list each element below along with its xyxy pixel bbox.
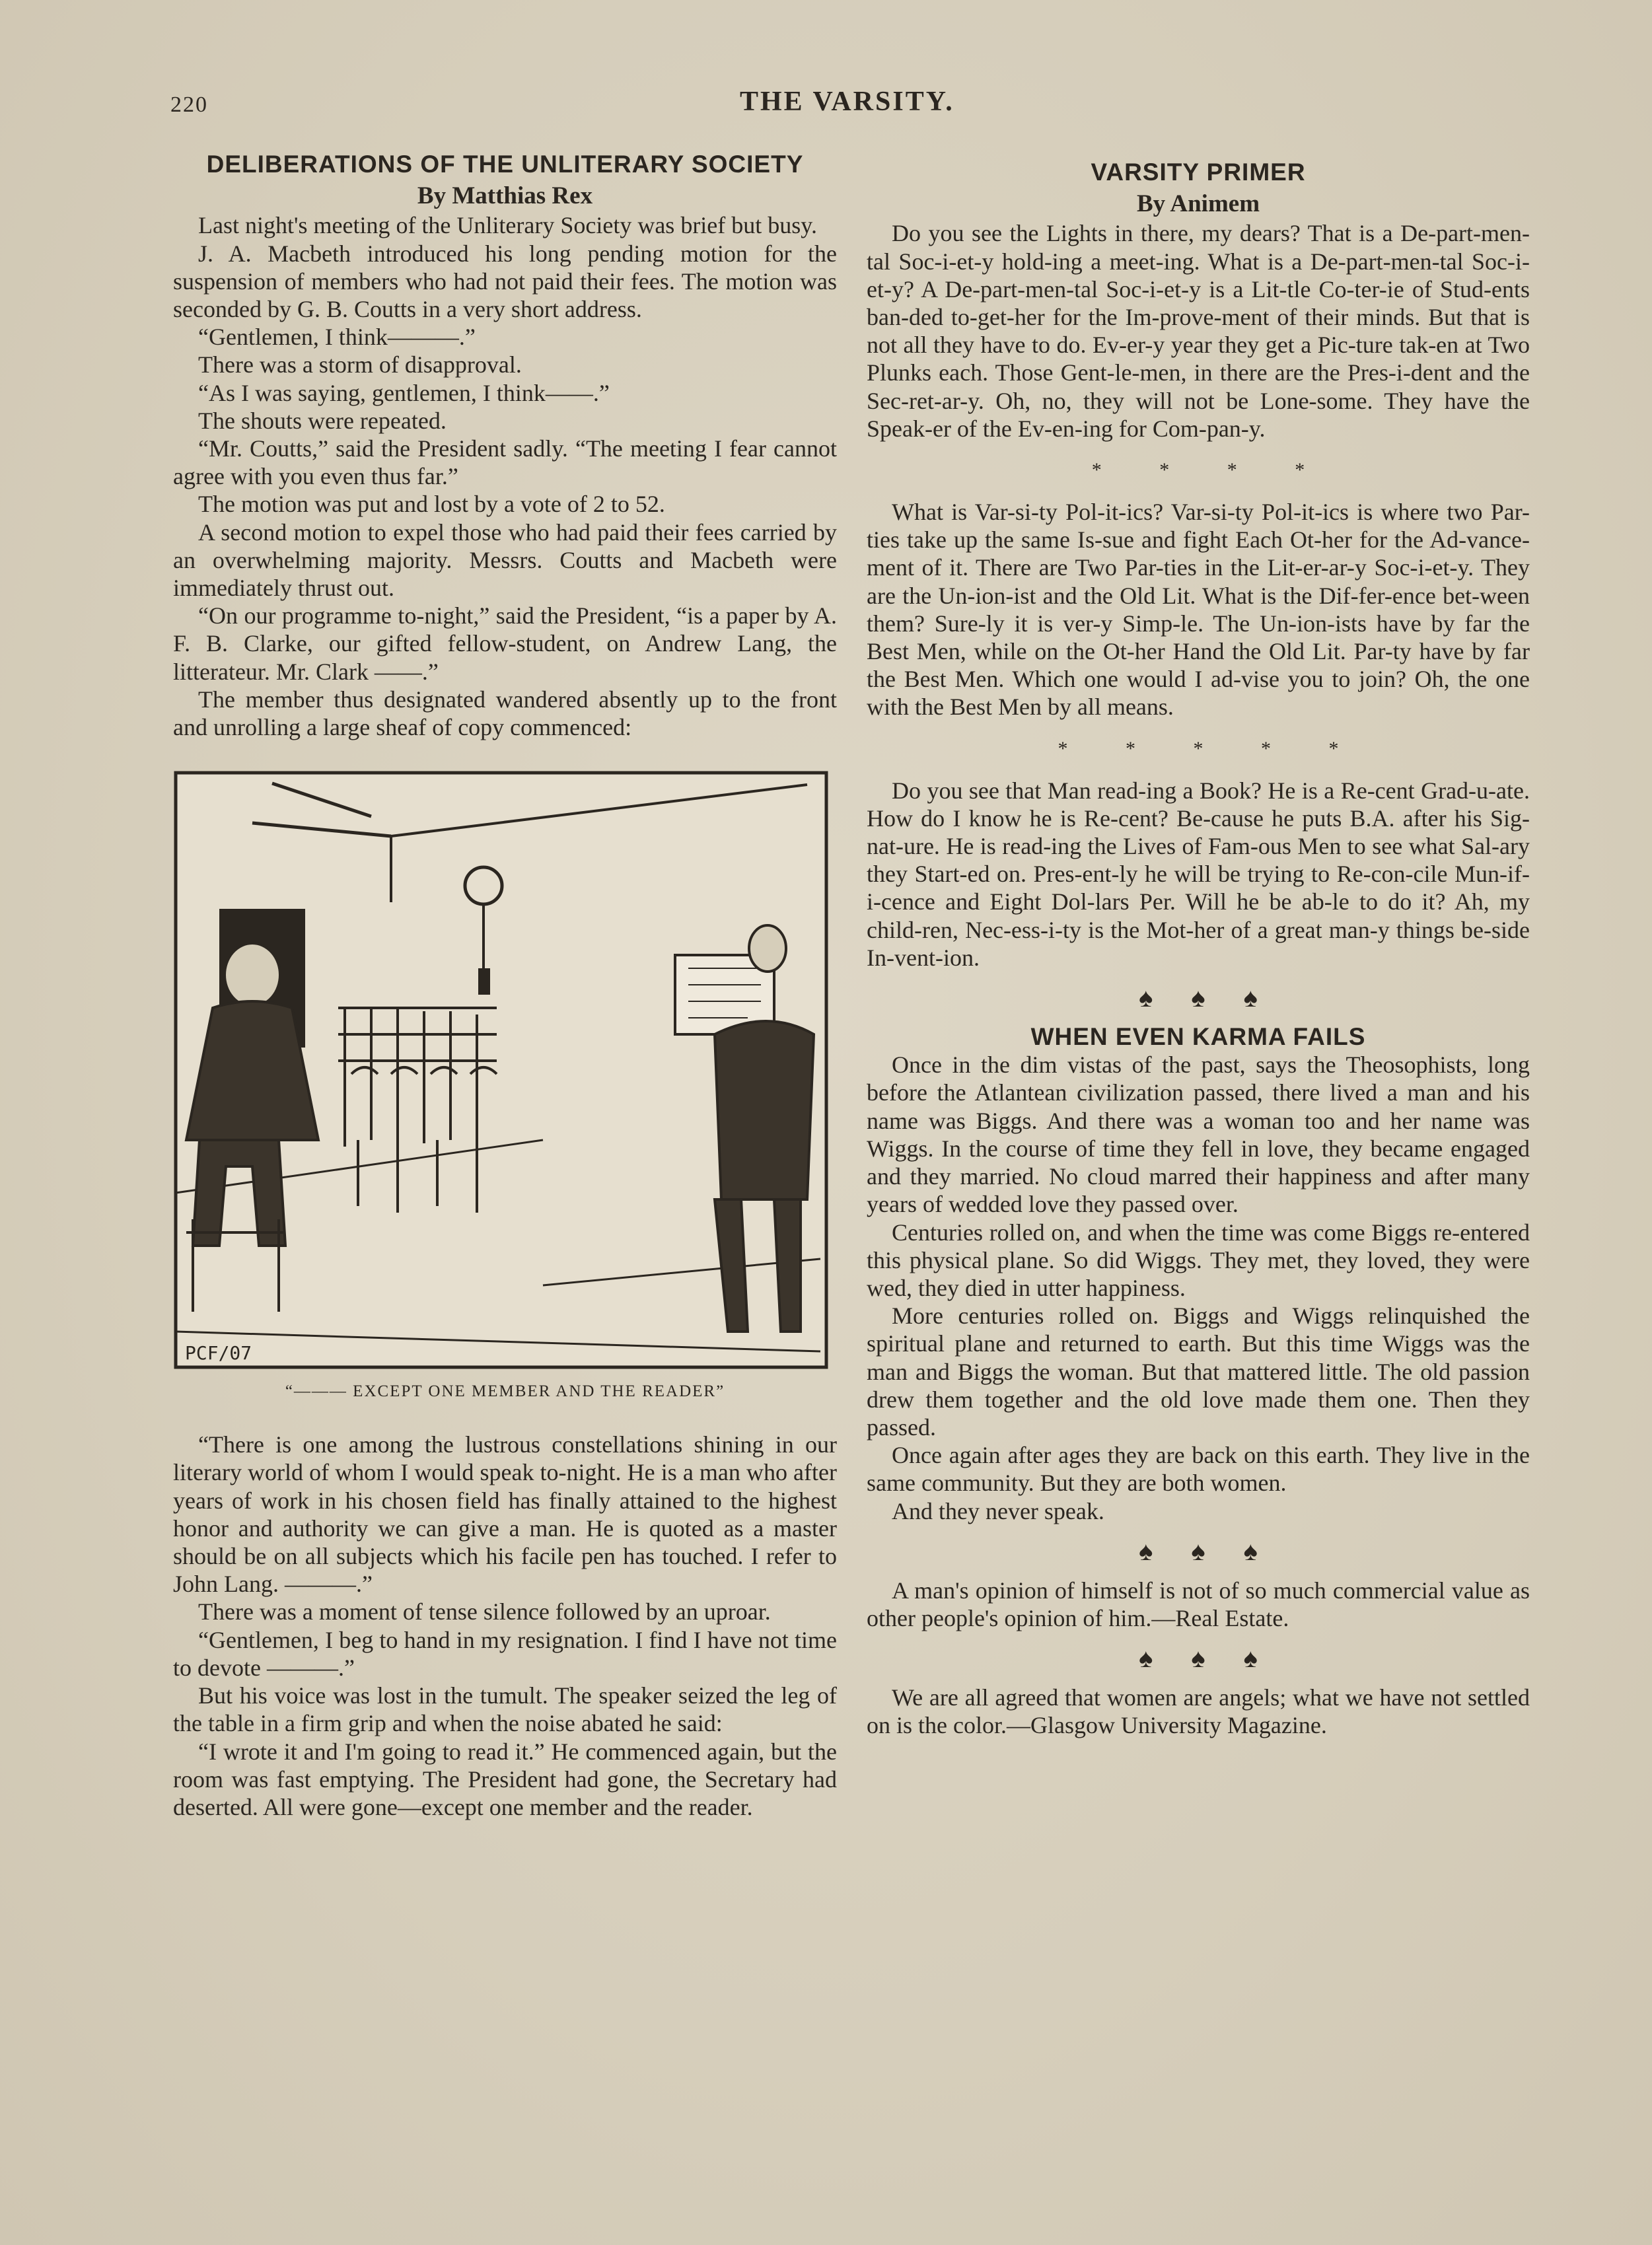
karma-paragraph: Once again after ages they are back on this earth. They live in the same community. But they are both women. bbox=[867, 1442, 1530, 1497]
paragraph: “Mr. Coutts,” said the President sadly. “The meeting I fear cannot agree with you even thus far.” bbox=[173, 435, 837, 490]
paragraph: There was a moment of tense silence followed by an uproar. bbox=[198, 1598, 771, 1625]
article-title: DELIBERATIONS OF THE UNLITERARY SOCIETY bbox=[206, 151, 804, 178]
cartoon-signature: PCF/07 bbox=[185, 1342, 252, 1365]
quote-paragraph: A man's opinion of himself is not of so much commercial value as other people's opinion of him.—Real Estate. bbox=[867, 1577, 1530, 1631]
paragraph: But his voice was lost in the tumult. The speaker seized the leg of the table in a firm grip and when the noise abated he said: bbox=[173, 1682, 837, 1737]
paragraph: A second motion to expel those who had paid their fees carried by an overwhelming majority. Messrs. Coutts and Macbeth were immediately thrust out. bbox=[173, 518, 837, 602]
primer-paragraph: Do you see the Lights in there, my dears? That is a De-part-men-tal Soc-i-et-y hold-ing a meet-ing. What is a De-part-men-tal Soc-i-et-y? A De-part-men-tal Soc-i-et-y is a Lit-tle Co-ter-ie of Stud-ents ban-ded to-get-her for the Im-prove-ment of their minds. But that is not all they have to do. Ev-er-y year they get a Pic-ture tak-en at Two Plunks each. Those Gent-le-men, in there are the Pres-i-dent and the Sec-ret-ar-y. Oh, no, they will not be Lone-some. They have the Speak-er of the Ev-en-ing for Com-pan-y. bbox=[867, 220, 1530, 442]
spade-divider: ♠ ♠ ♠ bbox=[1139, 1643, 1274, 1674]
paragraph: “Gentlemen, I think———.” bbox=[198, 324, 476, 351]
karma-paragraph: And they never speak. bbox=[892, 1497, 1104, 1524]
karma-paragraph: More centuries rolled on. Biggs and Wiggs relinquished the spiritual plane and returned to earth. But this time Wiggs was the man and Biggs the woman. But that mattered little. The old passion drew them together and the old love made them one. Then they passed. bbox=[867, 1302, 1530, 1441]
quote-paragraph: We are all agreed that women are angels; what we have not settled on is the color.—Glasgow University Magazine. bbox=[867, 1684, 1530, 1739]
paragraph: The motion was put and lost by a vote of 2 to 52. bbox=[198, 491, 665, 518]
running-head: THE VARSITY. bbox=[740, 87, 954, 117]
primer-paragraph: Do you see that Man read-ing a Book? He is a Re-cent Grad-u-ate. How do I know he is Re-cent? Be-cause he puts B.A. after his Sig-nat-ure. He is read-ing the Lives of Fam-ous Men to see what Sal-ary they Start-ed on. Pres-ent-ly he will be trying to Re-con-cile Mun-if-i-cence and Eight Dol-lars Per. Will he be ab-le to do it? Ah, my child-ren, Nec-ess-i-ty is the Mot-her of a great man-y things be-side In-vent-ion. bbox=[867, 777, 1530, 971]
paragraph: The member thus designated wandered absently up to the front and unrolling a large sheaf of copy commenced: bbox=[173, 686, 837, 741]
cartoon-figure bbox=[173, 770, 837, 1431]
page-number: 220 bbox=[170, 92, 208, 117]
karma-paragraph: Centuries rolled on, and when the time was come Biggs re-entered this physical plane. So did Wiggs. They met, they loved, they were wed, they died in utter happiness. bbox=[867, 1219, 1530, 1301]
karma-title: WHEN EVEN KARMA FAILS bbox=[1030, 1023, 1366, 1051]
paragraph: “There is one among the lustrous constellations shining in our literary world of whom I would speak to-night. He is a man who after years of work in his chosen field has finally attained to the highest honor and authority we can give a man. He is quoted as a master should be on all subjects which his facile pen has touched. I refer to John Lang. ———.” bbox=[173, 1431, 837, 1598]
primer-paragraph: What is Var-si-ty Pol-it-ics? Var-si-ty Pol-it-ics is where two Par-ties take up the same Is-sue and fight Each Ot-her for the Ad-vance-ment of it. There are Two Par-ties in the Lit-er-ar-y Soc-i-et-y. They are the Un-ion-ist and the Old Lit. What is the Dif-fer-ence bet-ween them? Sure-ly it is ver-y Simp-le. The Un-ion-ists have by far the Best Men, while on the Ot-her Hand the Old Lit. Par-ty have by far the Best Men. Which one would I ad-vise you to join? Oh, the one with the Best Men by all means. bbox=[867, 499, 1530, 721]
paragraph: “I wrote it and I'm going to read it.” He commenced again, but the room was fast emptying. The President had gone, the Secretary had deserted. All were gone—except one member and the reader. bbox=[173, 1738, 837, 1820]
paragraph: Last night's meeting of the Unliterary Society was brief but busy. bbox=[198, 212, 817, 239]
spade-divider: ♠ ♠ ♠ bbox=[1139, 983, 1274, 1013]
left-column bbox=[173, 151, 837, 1821]
cartoon-illustration bbox=[173, 770, 830, 1371]
right-column bbox=[867, 159, 1530, 1740]
section-divider: * * * * * bbox=[1058, 737, 1365, 760]
paragraph: J. A. Macbeth introduced his long pending motion for the suspension of members who had not paid their fees. The motion was seconded by G. B. Coutts in a very short address. bbox=[173, 240, 837, 323]
cartoon-caption: “——— EXCEPT ONE MEMBER AND THE READER” bbox=[285, 1382, 725, 1401]
paragraph: “As I was saying, gentlemen, I think——.” bbox=[198, 379, 610, 406]
karma-paragraph: Once in the dim vistas of the past, says the Theosophists, long before the Atlantean civilization passed, there lived a man and his name was Biggs. And there was a woman too and her name was Wiggs. In the course of time they fell in love, they became engaged and they married. No cloud marred their happiness and after many years of wedded love they passed over. bbox=[867, 1051, 1530, 1218]
primer-byline: By Animem bbox=[1136, 190, 1260, 218]
spade-divider: ♠ ♠ ♠ bbox=[1139, 1536, 1274, 1566]
paragraph: “On our programme to-night,” said the President, “is a paper by A. F. B. Clarke, our gifted fellow-student, on Andrew Lang, the litterateur. Mr. Clark ——.” bbox=[173, 602, 837, 685]
paragraph: “Gentlemen, I beg to hand in my resignation. I find I have not time to devote ———.” bbox=[173, 1626, 837, 1681]
section-divider: * * * * bbox=[1091, 459, 1332, 481]
article-byline: By Matthias Rex bbox=[417, 182, 593, 210]
primer-title: VARSITY PRIMER bbox=[1091, 159, 1306, 186]
paragraph: The shouts were repeated. bbox=[198, 407, 447, 434]
paragraph: There was a storm of disapproval. bbox=[198, 351, 522, 378]
